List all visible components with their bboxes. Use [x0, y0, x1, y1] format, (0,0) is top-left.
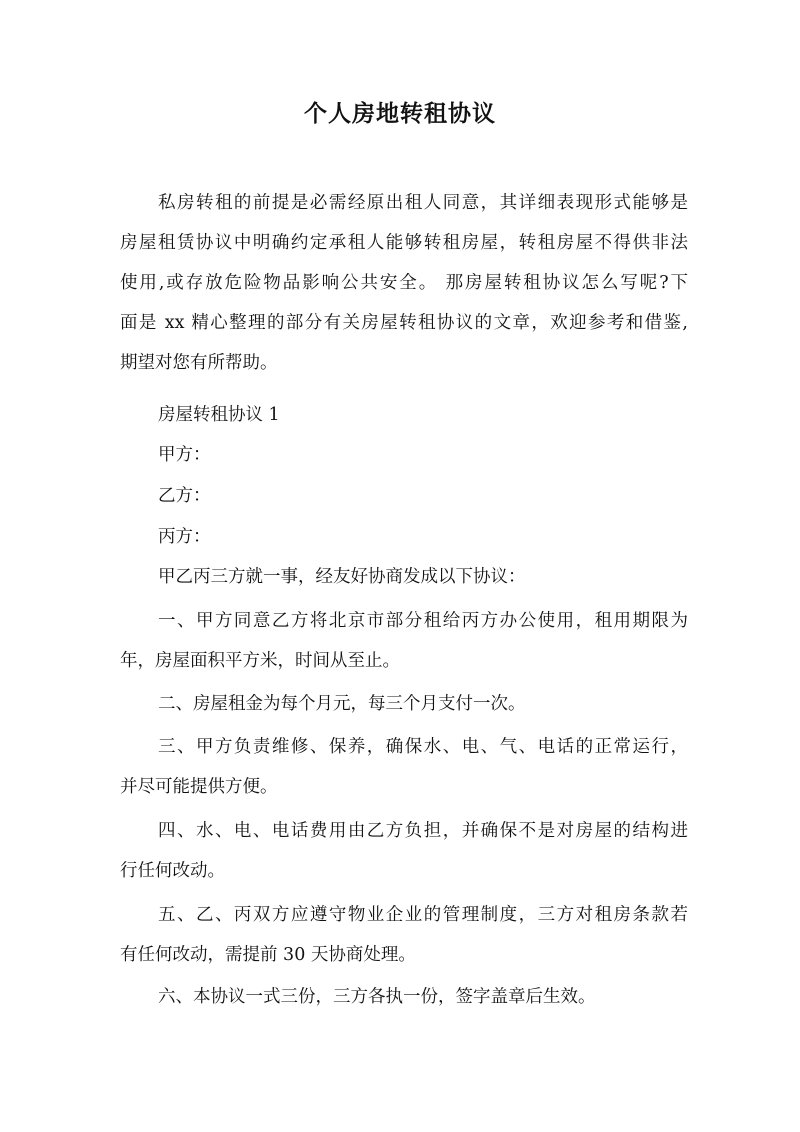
text-line: 使用,或存放危险物品影响公共安全。 那房屋转租协议怎么写呢?下 [120, 273, 688, 293]
clause-1-line: 一、甲方同意乙方将北京市部分租给丙方办公使用，租用期限为 [158, 611, 688, 631]
text-line: 期望对您有所帮助。 [120, 353, 278, 373]
agreement-heading: 房屋转租协议 1 [158, 405, 280, 425]
party-c-label: 丙方： [158, 527, 211, 547]
party-b-label: 乙方： [158, 486, 211, 506]
clause-1-line: 年，房屋面积平方米，时间从至止。 [120, 651, 400, 671]
clause-6-line: 六、本协议一式三份，三方各执一份，签字盖章后生效。 [158, 987, 596, 1007]
text-line: 房屋租赁协议中明确约定承租人能够转租房屋，转租房屋不得供非法 [120, 233, 688, 253]
parties-block [120, 436, 688, 596]
clause-5-line: 有任何改动，需提前 30 天协商处理。 [120, 945, 416, 965]
intro-paragraph [120, 184, 688, 424]
text-line: 私房转租的前提是必需经原出租人同意，其详细表现形式能够是 [158, 193, 688, 213]
clause-4-line: 行任何改动。 [120, 861, 225, 881]
clause-4-line: 四、水、电、电话费用由乙方负担，并确保不是对房屋的结构进 [158, 821, 688, 841]
clause-3-line: 三、甲方负责维修、保养，确保水、电、气、电话的正常运行， [158, 737, 688, 757]
party-a-label: 甲方： [158, 445, 211, 465]
agreement-heading-block [120, 396, 688, 436]
clause-5-line: 五、乙、丙双方应遵守物业企业的管理制度，三方对租房条款若 [158, 905, 688, 925]
clauses-block [120, 602, 688, 1012]
document-title: 个人房地转租协议 [304, 100, 496, 127]
clause-2-line: 二、房屋租金为每个月元，每三个月支付一次。 [158, 694, 526, 714]
preamble-text: 甲乙丙三方就一事，经友好协商发成以下协议： [158, 567, 526, 587]
clause-3-line: 并尽可能提供方便。 [120, 777, 278, 797]
text-line: 面是 xx 精心整理的部分有关房屋转租协议的文章，欢迎参考和借鉴, [120, 313, 688, 333]
